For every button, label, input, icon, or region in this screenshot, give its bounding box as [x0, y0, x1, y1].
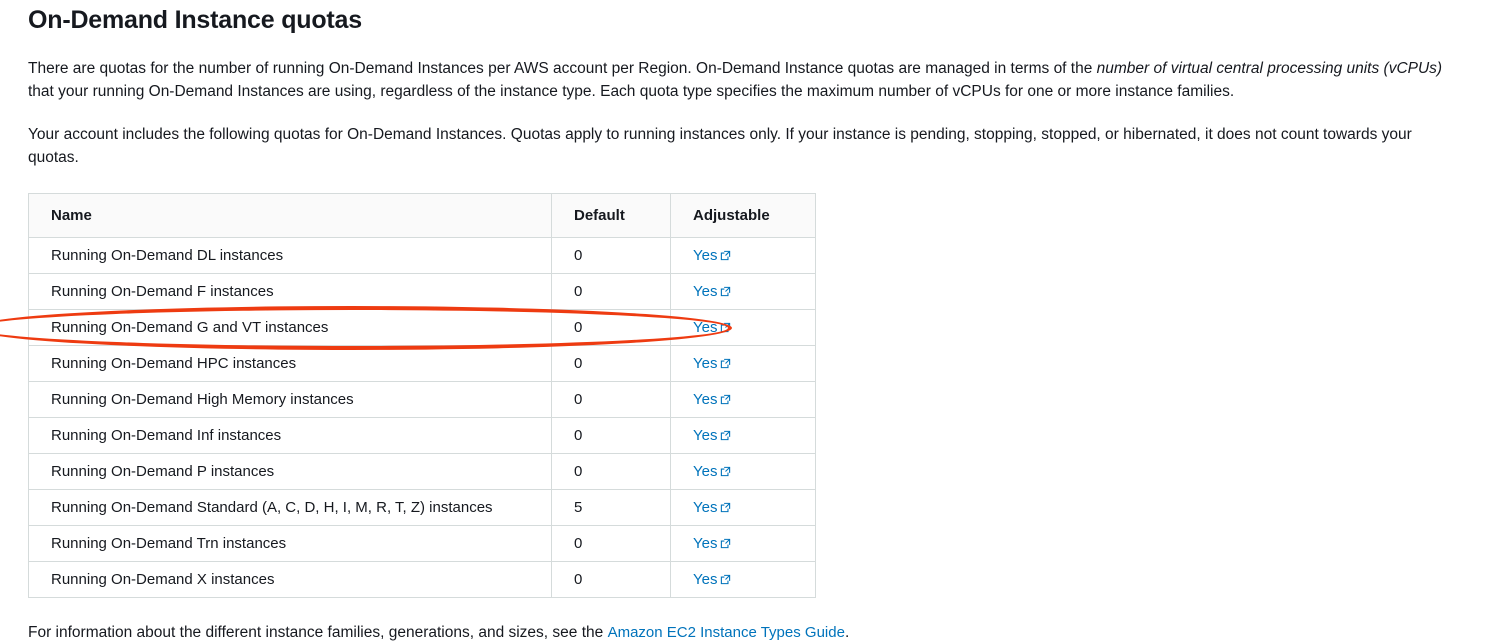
cell-quota-name: Running On-Demand G and VT instances	[29, 310, 552, 346]
cell-quota-adjustable	[671, 274, 816, 310]
adjustable-link[interactable]: Yes	[693, 571, 718, 588]
footer-text-after: .	[844, 624, 850, 641]
table-row	[29, 238, 816, 274]
cell-quota-name: Running On-Demand F instances	[29, 274, 552, 310]
paragraph-1-segment-1: There are quotas for the number of running On-Demand Instances per AWS account per Region. On-Demand Instance quotas are managed in terms of the	[28, 60, 1097, 77]
cell-quota-default: 0	[552, 382, 671, 418]
cell-quota-adjustable	[671, 238, 816, 274]
external-link-icon[interactable]	[720, 430, 731, 441]
cell-quota-adjustable	[671, 346, 816, 382]
cell-quota-name: Running On-Demand X instances	[29, 562, 552, 598]
cell-quota-adjustable	[671, 418, 816, 454]
instance-types-guide-link[interactable]: Amazon EC2 Instance Types Guide	[607, 624, 845, 641]
external-link-icon[interactable]	[720, 466, 731, 477]
column-header-adjustable: Adjustable	[671, 194, 816, 238]
adjustable-link[interactable]: Yes	[693, 391, 718, 408]
external-link-icon[interactable]	[720, 250, 731, 261]
cell-quota-adjustable	[671, 454, 816, 490]
table-row	[29, 562, 816, 598]
cell-quota-default: 0	[552, 346, 671, 382]
intro-paragraph-2	[28, 123, 1448, 169]
quota-table-head	[29, 194, 816, 238]
table-row	[29, 454, 816, 490]
table-row	[29, 274, 816, 310]
adjustable-link[interactable]: Yes	[693, 499, 718, 516]
table-row	[29, 490, 816, 526]
external-link-icon[interactable]	[720, 502, 731, 513]
table-row	[29, 382, 816, 418]
adjustable-link[interactable]: Yes	[693, 535, 718, 552]
cell-quota-name: Running On-Demand DL instances	[29, 238, 552, 274]
adjustable-link[interactable]: Yes	[693, 319, 718, 336]
quota-table-body	[29, 238, 816, 598]
cell-quota-name: Running On-Demand HPC instances	[29, 346, 552, 382]
table-row	[29, 418, 816, 454]
table-row	[29, 310, 816, 346]
cell-quota-adjustable	[671, 562, 816, 598]
column-header-name: Name	[29, 194, 552, 238]
paragraph-2-segment-1: Your account includes the following quotas for On-Demand Instances. Quotas apply to running instances only. If your instance is pending, stopping, stopped, or hibernated, it does not count towards your quotas.	[28, 126, 1412, 166]
quota-table	[28, 193, 816, 598]
cell-quota-default: 5	[552, 490, 671, 526]
cell-quota-adjustable	[671, 382, 816, 418]
adjustable-link[interactable]: Yes	[693, 355, 718, 372]
cell-quota-adjustable	[671, 490, 816, 526]
cell-quota-name: Running On-Demand Inf instances	[29, 418, 552, 454]
table-row	[29, 346, 816, 382]
paragraph-1-segment-2-italic: number of virtual central processing units (vCPUs)	[1096, 60, 1443, 77]
intro-paragraph-1	[28, 57, 1448, 103]
cell-quota-default: 0	[552, 418, 671, 454]
cell-quota-default: 0	[552, 526, 671, 562]
adjustable-link[interactable]: Yes	[693, 247, 718, 264]
cell-quota-name: Running On-Demand Standard (A, C, D, H, I, M, R, T, Z) instances	[29, 490, 552, 526]
external-link-icon[interactable]	[720, 322, 731, 333]
cell-quota-default: 0	[552, 454, 671, 490]
cell-quota-default: 0	[552, 274, 671, 310]
adjustable-link[interactable]: Yes	[693, 463, 718, 480]
cell-quota-name: Running On-Demand P instances	[29, 454, 552, 490]
cell-quota-adjustable	[671, 310, 816, 346]
adjustable-link[interactable]: Yes	[693, 427, 718, 444]
cell-quota-default: 0	[552, 238, 671, 274]
footer-text-before: For information about the different instance families, generations, and sizes, see the	[28, 624, 608, 641]
table-row	[29, 526, 816, 562]
external-link-icon[interactable]	[720, 394, 731, 405]
external-link-icon[interactable]	[720, 286, 731, 297]
table-header-row	[29, 194, 816, 238]
cell-quota-name: Running On-Demand Trn instances	[29, 526, 552, 562]
column-header-default: Default	[552, 194, 671, 238]
adjustable-link[interactable]: Yes	[693, 283, 718, 300]
external-link-icon[interactable]	[720, 358, 731, 369]
page-title: On-Demand Instance quotas	[28, 6, 362, 34]
cell-quota-default: 0	[552, 562, 671, 598]
external-link-icon[interactable]	[720, 538, 731, 549]
cell-quota-adjustable	[671, 526, 816, 562]
cell-quota-default: 0	[552, 310, 671, 346]
paragraph-1-segment-3: that your running On-Demand Instances are using, regardless of the instance type. Each quota type specifies the maximum number of vCPUs for one or more instance families.	[28, 83, 1235, 100]
external-link-icon[interactable]	[720, 574, 731, 585]
cell-quota-name: Running On-Demand High Memory instances	[29, 382, 552, 418]
